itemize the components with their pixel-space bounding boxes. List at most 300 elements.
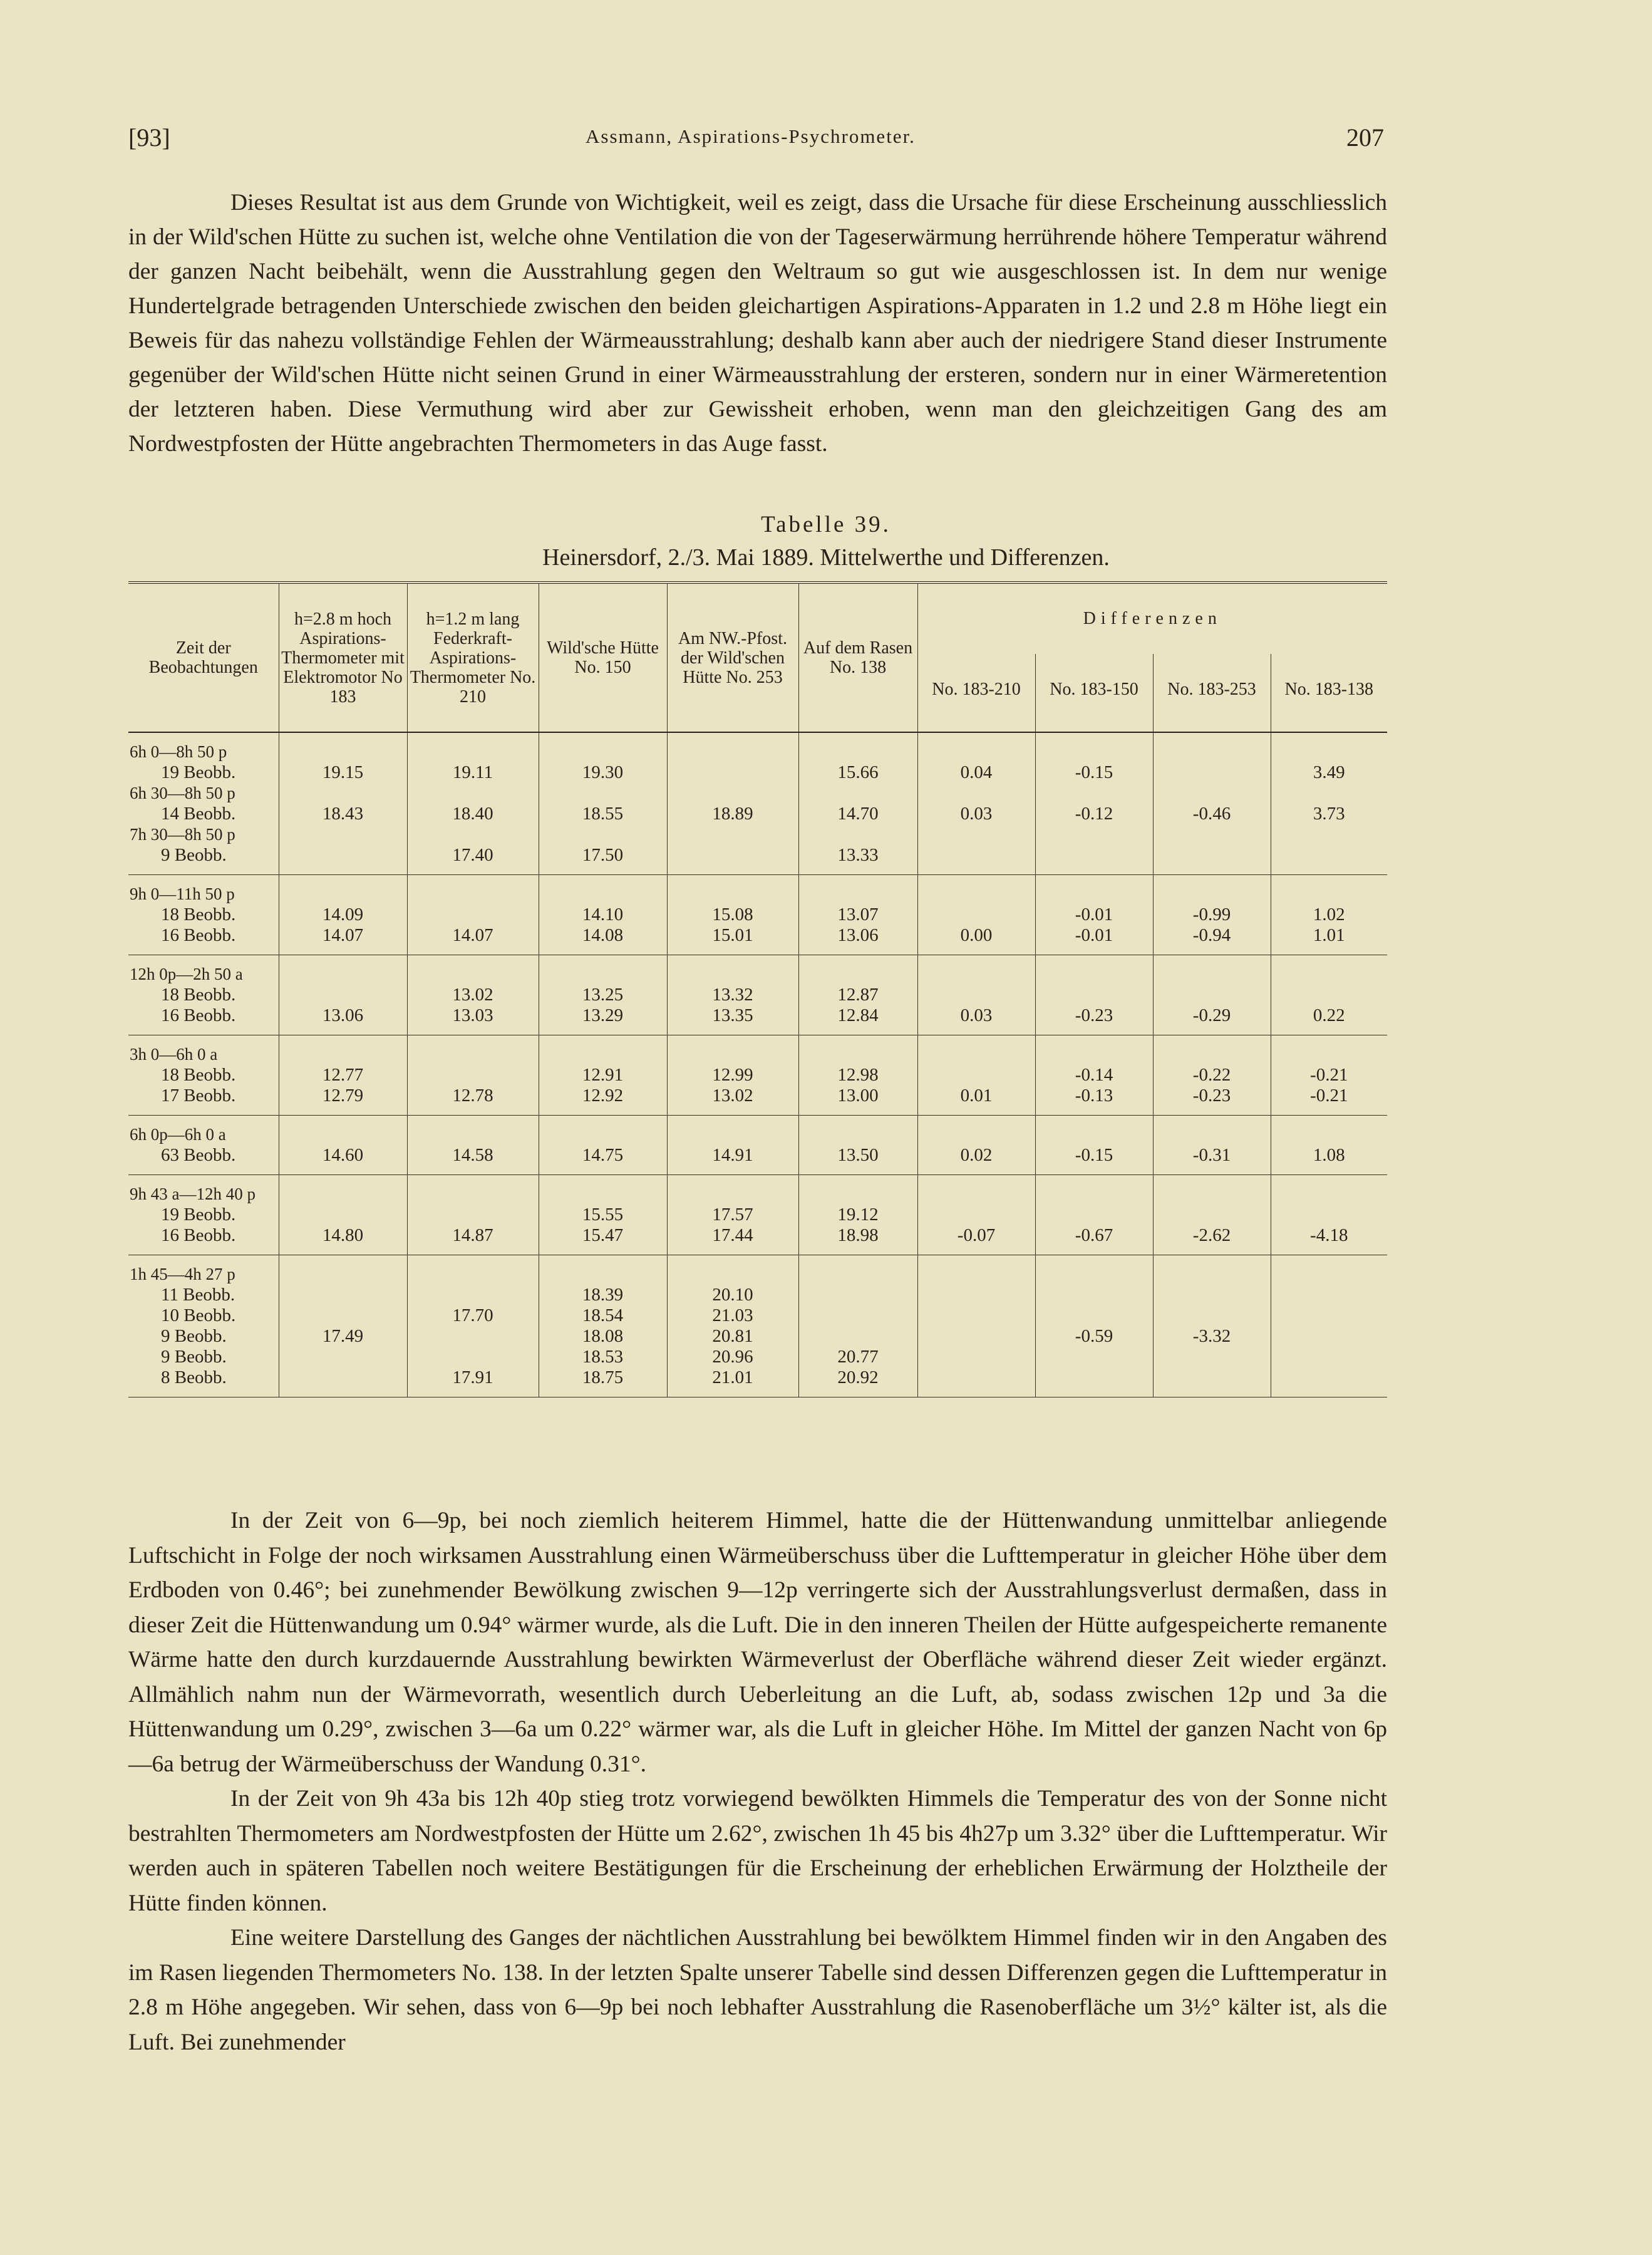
cell-value	[282, 964, 405, 985]
cell-value: -2.62	[1192, 1225, 1231, 1245]
cell-value	[1156, 1205, 1268, 1225]
cell-value: 1.08	[1313, 1145, 1345, 1165]
cell-value: 1.02	[1313, 905, 1345, 925]
cell-value: 15.47	[582, 1225, 624, 1245]
cell-no210	[407, 1035, 539, 1116]
header-diff-183-150: No. 183-150	[1035, 654, 1153, 732]
cell-value: -0.59	[1075, 1326, 1113, 1346]
cell-value	[802, 1285, 915, 1305]
cell-value: 13.50	[837, 1145, 879, 1165]
cell-diff-183-150	[1035, 1255, 1153, 1397]
cell-value: -0.12	[1075, 804, 1113, 824]
cell-value	[1274, 1326, 1385, 1347]
cell-diff-183-253	[1153, 732, 1271, 875]
cell-value	[282, 1044, 405, 1065]
cell-value	[670, 1184, 796, 1205]
cell-diff-183-210	[917, 955, 1035, 1035]
cell-value	[802, 964, 915, 985]
cell-value: -0.23	[1075, 1005, 1113, 1025]
cell-value	[1038, 1124, 1150, 1145]
cell-value: -0.07	[957, 1225, 996, 1245]
observation-count: 17 Beobb.	[161, 1086, 236, 1106]
cell-no253	[667, 955, 798, 1035]
cell-value	[410, 783, 536, 804]
cell-value	[670, 762, 796, 783]
cell-value	[1274, 1184, 1385, 1205]
page-number: 207	[1346, 123, 1384, 152]
cell-value: 14.70	[837, 804, 879, 824]
cell-no253	[667, 1116, 798, 1175]
cell-value	[802, 1326, 915, 1347]
cell-value	[1038, 1205, 1150, 1225]
cell-value: -0.94	[1192, 925, 1231, 945]
cell-diff-183-210	[917, 1255, 1035, 1397]
cell-value	[921, 1305, 1033, 1326]
cell-value	[921, 1044, 1033, 1065]
observation-count: 19 Beobb.	[161, 1205, 236, 1225]
cell-value	[670, 742, 796, 762]
cell-value: 1.01	[1313, 925, 1345, 945]
cell-value	[282, 1285, 405, 1305]
cell-value	[410, 1264, 536, 1285]
table-row	[128, 1175, 1387, 1255]
cell-value: 17.70	[452, 1305, 493, 1325]
cell-value	[670, 845, 796, 866]
cell-diff-183-210	[917, 1035, 1035, 1116]
cell-value	[802, 1044, 915, 1065]
cell-value: 0.03	[960, 804, 993, 824]
cell-value	[802, 824, 915, 845]
cell-value: 12.98	[837, 1065, 879, 1085]
cell-value	[542, 824, 664, 845]
cell-value: 18.40	[452, 804, 493, 824]
cell-value: 17.49	[322, 1326, 364, 1346]
cell-value: 20.96	[712, 1347, 753, 1367]
cell-value	[802, 1124, 915, 1145]
header-no138: Auf dem Rasen No. 138	[798, 583, 917, 732]
cell-value	[921, 1367, 1033, 1388]
observation-count: 63 Beobb.	[161, 1145, 236, 1165]
cell-value	[1038, 964, 1150, 985]
time-cell	[128, 732, 279, 875]
cell-no138	[798, 1035, 917, 1116]
observation-count: 18 Beobb.	[161, 1065, 236, 1085]
cell-value	[1274, 985, 1385, 1005]
cell-value: 17.40	[452, 845, 493, 865]
cell-value	[921, 845, 1033, 866]
cell-diff-183-150	[1035, 1175, 1153, 1255]
cell-value	[1274, 1044, 1385, 1065]
cell-value	[1156, 1347, 1268, 1367]
cell-value: 14.75	[582, 1145, 624, 1165]
cell-value	[670, 1124, 796, 1145]
cell-value	[1038, 1184, 1150, 1205]
cell-value	[1274, 1205, 1385, 1225]
closing-paragraph: Eine weitere Darstellung des Ganges der nächtlichen Ausstrahlung bei bewölktem Himmel finden wir in den Angaben des im Rasen liegenden Thermometers No. 138. In der letzten Spalte unserer Tabelle sind dessen Differenzen gegen die Lufttemperatur in 2.8 m Höhe angegeben. Wir sehen, dass von 6—9p bei noch lebhafter Ausstrahlung die Rasenoberfläche um 3½° kälter ist, als die Luft. Bei zunehmender	[128, 1925, 1387, 2055]
time-cell	[128, 955, 279, 1035]
cell-value	[802, 1264, 915, 1285]
cell-value	[802, 884, 915, 905]
cell-value	[921, 824, 1033, 845]
cell-value	[802, 1184, 915, 1205]
cell-value: 17.91	[452, 1367, 493, 1387]
observation-count: 11 Beobb.	[161, 1285, 235, 1305]
cell-value	[921, 1326, 1033, 1347]
cell-value: 14.91	[712, 1145, 753, 1165]
observation-count: 10 Beobb.	[161, 1305, 236, 1325]
cell-value: 19.12	[837, 1205, 879, 1225]
cell-no253	[667, 1175, 798, 1255]
cell-value	[542, 1184, 664, 1205]
cell-value	[542, 742, 664, 762]
cell-value	[1156, 1305, 1268, 1326]
cell-diff-183-253	[1153, 1035, 1271, 1116]
cell-value: 13.35	[712, 1005, 753, 1025]
cell-value	[1156, 1264, 1268, 1285]
cell-value: 12.84	[837, 1005, 879, 1025]
observation-count: 16 Beobb.	[161, 1225, 236, 1245]
cell-value	[282, 824, 405, 845]
cell-value	[542, 884, 664, 905]
cell-value	[542, 964, 664, 985]
cell-value: -0.67	[1075, 1225, 1113, 1245]
cell-no253	[667, 1255, 798, 1397]
cell-value	[542, 1044, 664, 1065]
cell-value: 3.49	[1313, 762, 1345, 782]
cell-value: 15.08	[712, 905, 753, 925]
cell-value: 13.33	[837, 845, 879, 865]
time-range: 1h 45—4h 27 p	[130, 1265, 235, 1283]
cell-value	[410, 742, 536, 762]
cell-value: 14.60	[322, 1145, 364, 1165]
intro-text	[128, 185, 1387, 461]
cell-value: 14.07	[452, 925, 493, 945]
cell-value	[921, 1285, 1033, 1305]
cell-value	[1274, 742, 1385, 762]
cell-no210	[407, 875, 539, 955]
cell-no138	[798, 1255, 917, 1397]
cell-value	[1274, 824, 1385, 845]
table-label: Tabelle 39.	[761, 512, 891, 537]
observation-count: 18 Beobb.	[161, 985, 236, 1005]
cell-value: -0.22	[1192, 1065, 1231, 1085]
cell-no183	[279, 1116, 407, 1175]
cell-value: -4.18	[1310, 1225, 1348, 1245]
cell-value	[410, 1124, 536, 1145]
cell-value	[1274, 783, 1385, 804]
cell-value: 17.57	[712, 1205, 753, 1225]
table-body	[128, 732, 1387, 1397]
cell-value: 13.07	[837, 905, 879, 925]
cell-value	[1038, 1347, 1150, 1367]
table-row	[128, 1116, 1387, 1175]
cell-value	[802, 1305, 915, 1326]
cell-value	[921, 1205, 1033, 1225]
cell-value: 21.03	[712, 1305, 753, 1325]
running-title: Assmann, Aspirations-Psychrometer.	[586, 125, 916, 147]
cell-value	[1038, 845, 1150, 866]
cell-diff-183-138	[1271, 1035, 1387, 1116]
cell-value	[282, 1205, 405, 1225]
cell-value	[282, 1264, 405, 1285]
cell-value: -0.31	[1192, 1145, 1231, 1165]
cell-value: 12.77	[322, 1065, 364, 1085]
table-row	[128, 875, 1387, 955]
cell-value: -0.21	[1310, 1086, 1348, 1106]
observation-count: 19 Beobb.	[161, 762, 236, 782]
cell-value	[410, 824, 536, 845]
cell-no210	[407, 1175, 539, 1255]
closing-paragraph: In der Zeit von 6—9p, bei noch ziemlich heiterem Himmel, hatte die der Hüttenwandung unmittelbar anliegende Luftschicht in Folge der noch wirksamen Ausstrahlung einen Wärmeüberschuss über die Lufttemperatur in gleicher Höhe über dem Erdboden von 0.46°; bei zunehmender Bewölkung zwischen 9—12p verringerte sich der Ausstrahlungsverlust dermaßen, dass in dieser Zeit die Hüttenwandung um 0.94° wärmer wurde, als die Luft. Die in den inneren Theilen der Hütte aufgespeicherte remanente Wärme hatte den durch kurzdauernde Ausstrahlung bewirkten Wärmeverlust der Oberfläche während dieser Zeit wieder ergänzt. Allmählich nahm nun der Wärmevorrath, wesentlich durch Ueberleitung an die Luft, ab, sodass zwischen 12p und 3a die Hüttenwandung um 0.29°, zwischen 3—6a um 0.22° wärmer war, als die Luft in gleicher Höhe. Im Mittel der ganzen Nacht von 6p—6a betrug der Wärmeüberschuss der Wandung 0.31°.	[128, 1508, 1387, 1777]
cell-value	[670, 783, 796, 804]
cell-value	[282, 783, 405, 804]
cell-value	[1038, 1367, 1150, 1388]
cell-value: 14.10	[582, 905, 624, 925]
cell-no253	[667, 875, 798, 955]
header-no150: Wild'sche Hütte No. 150	[539, 583, 667, 732]
cell-value: -0.14	[1075, 1065, 1113, 1085]
cell-no183	[279, 732, 407, 875]
observation-count: 9 Beobb.	[161, 845, 227, 865]
cell-value	[410, 1205, 536, 1225]
cell-no150	[539, 732, 667, 875]
cell-value	[670, 824, 796, 845]
cell-value	[921, 742, 1033, 762]
cell-no183	[279, 955, 407, 1035]
cell-value	[410, 905, 536, 925]
cell-value: 19.15	[322, 762, 364, 782]
time-range: 6h 0—8h 50 p	[130, 742, 227, 761]
table-row	[128, 955, 1387, 1035]
cell-value	[282, 884, 405, 905]
cell-value	[1274, 1124, 1385, 1145]
cell-value: 18.75	[582, 1367, 624, 1387]
cell-value	[282, 1305, 405, 1326]
cell-diff-183-253	[1153, 955, 1271, 1035]
cell-no150	[539, 875, 667, 955]
cell-no138	[798, 732, 917, 875]
observation-count: 14 Beobb.	[161, 804, 236, 824]
cell-value: -0.13	[1075, 1086, 1113, 1106]
cell-value	[1156, 964, 1268, 985]
cell-value	[410, 1347, 536, 1367]
cell-value	[1274, 1264, 1385, 1285]
cell-value: 13.06	[837, 925, 879, 945]
cell-diff-183-210	[917, 1116, 1035, 1175]
cell-value	[921, 783, 1033, 804]
cell-value: 18.43	[322, 804, 364, 824]
cell-value	[1274, 1367, 1385, 1388]
cell-value	[1156, 1184, 1268, 1205]
cell-value	[1038, 985, 1150, 1005]
cell-diff-183-138	[1271, 1175, 1387, 1255]
cell-diff-183-138	[1271, 1116, 1387, 1175]
cell-value: -0.29	[1192, 1005, 1231, 1025]
observation-count: 18 Beobb.	[161, 905, 236, 925]
cell-value	[282, 1124, 405, 1145]
cell-value: 18.08	[582, 1326, 624, 1346]
cell-value	[1156, 1124, 1268, 1145]
header-differenzen: Differenzen	[1083, 609, 1222, 629]
cell-no183	[279, 1035, 407, 1116]
cell-value	[410, 1184, 536, 1205]
cell-value	[1274, 1285, 1385, 1305]
cell-value	[921, 1347, 1033, 1367]
cell-value	[410, 1065, 536, 1086]
cell-value: 18.89	[712, 804, 753, 824]
cell-value: 13.03	[452, 1005, 493, 1025]
cell-no150	[539, 1255, 667, 1397]
cell-diff-183-138	[1271, 955, 1387, 1035]
cell-value: 14.87	[452, 1225, 493, 1245]
cell-diff-183-253	[1153, 1255, 1271, 1397]
cell-value	[282, 985, 405, 1005]
table-row	[128, 1035, 1387, 1116]
observation-count: 16 Beobb.	[161, 925, 236, 945]
cell-value	[1156, 762, 1268, 783]
cell-value	[410, 1285, 536, 1305]
cell-no150	[539, 955, 667, 1035]
cell-no210	[407, 955, 539, 1035]
cell-value: 0.03	[960, 1005, 993, 1025]
time-range: 6h 30—8h 50 p	[130, 784, 235, 802]
cell-no138	[798, 1116, 917, 1175]
cell-value: 20.10	[712, 1285, 753, 1305]
cell-value	[542, 1264, 664, 1285]
header-no183: h=2.8 m hoch Aspirations-Thermometer mit Elektromotor No 183	[279, 583, 407, 732]
time-range: 12h 0p—2h 50 a	[130, 965, 243, 983]
cell-value: 17.50	[582, 845, 624, 865]
cell-no183	[279, 875, 407, 955]
cell-value	[542, 1124, 664, 1145]
cell-no253	[667, 1035, 798, 1116]
cell-value: 13.06	[322, 1005, 364, 1025]
observation-count: 16 Beobb.	[161, 1005, 236, 1025]
cell-value	[282, 742, 405, 762]
cell-value: 21.01	[712, 1367, 753, 1387]
cell-value: -0.46	[1192, 804, 1231, 824]
cell-value: 12.91	[582, 1065, 624, 1085]
cell-value	[670, 884, 796, 905]
cell-value: 12.99	[712, 1065, 753, 1085]
cell-value: 12.79	[322, 1086, 364, 1106]
cell-value	[282, 1367, 405, 1388]
cell-value: 20.77	[837, 1347, 879, 1367]
cell-no183	[279, 1255, 407, 1397]
cell-diff-183-150	[1035, 875, 1153, 955]
cell-no183	[279, 1175, 407, 1255]
cell-value	[670, 1264, 796, 1285]
cell-value	[1274, 1347, 1385, 1367]
header-diff-183-210: No. 183-210	[917, 654, 1035, 732]
header-diff-183-253: No. 183-253	[1153, 654, 1271, 732]
cell-value: -0.99	[1192, 905, 1231, 925]
cell-value	[1156, 742, 1268, 762]
observation-count: 8 Beobb.	[161, 1367, 227, 1387]
cell-diff-183-150	[1035, 1035, 1153, 1116]
cell-value: -0.21	[1310, 1065, 1348, 1085]
cell-value	[1274, 845, 1385, 866]
cell-value	[802, 783, 915, 804]
cell-value	[1038, 1285, 1150, 1305]
cell-value: -0.15	[1075, 762, 1113, 782]
time-cell	[128, 1116, 279, 1175]
cell-value: 14.09	[322, 905, 364, 925]
cell-value: 19.11	[452, 762, 493, 782]
cell-no150	[539, 1035, 667, 1116]
cell-value: 13.25	[582, 985, 624, 1005]
cell-value: -0.15	[1075, 1145, 1113, 1165]
cell-value: 12.92	[582, 1086, 624, 1106]
cell-diff-183-150	[1035, 955, 1153, 1035]
cell-value: 18.39	[582, 1285, 624, 1305]
cell-diff-183-138	[1271, 732, 1387, 875]
cell-value: 13.02	[452, 985, 493, 1005]
cell-diff-183-210	[917, 1175, 1035, 1255]
cell-value	[1274, 1305, 1385, 1326]
cell-value: 0.02	[960, 1145, 993, 1165]
cell-value: 19.30	[582, 762, 624, 782]
cell-value	[670, 964, 796, 985]
cell-diff-183-253	[1153, 875, 1271, 955]
cell-value: 14.07	[322, 925, 364, 945]
cell-value: 14.80	[322, 1225, 364, 1245]
running-header	[128, 123, 1384, 160]
time-range: 9h 0—11h 50 p	[130, 884, 235, 903]
cell-value	[1156, 845, 1268, 866]
cell-value: 20.81	[712, 1326, 753, 1346]
observation-count: 9 Beobb.	[161, 1347, 227, 1367]
time-range: 7h 30—8h 50 p	[130, 825, 235, 844]
time-range: 3h 0—6h 0 a	[130, 1045, 218, 1064]
header-no210: h=1.2 m lang Federkraft-Aspirations-Thermometer No. 210	[407, 583, 539, 732]
cell-value	[1156, 824, 1268, 845]
cell-value: 13.00	[837, 1086, 879, 1106]
time-cell	[128, 1175, 279, 1255]
cell-value	[1274, 884, 1385, 905]
cell-no210	[407, 1255, 539, 1397]
intro-paragraph: Dieses Resultat ist aus dem Grunde von Wichtigkeit, weil es zeigt, dass die Ursache für diese Erscheinung ausschliesslich in der Wild'schen Hütte zu suchen ist, welche ohne Ventilation die von der Tageserwärmung herrührende höhere Temperatur während der ganzen Nacht beibehält, wenn die Ausstrahlung gegen den Weltraum so gut wie ausgeschlossen ist. In dem nur wenige Hundertelgrade betragenden Unterschiede zwischen den beiden gleichartigen Aspirations-Apparaten in 1.2 und 2.8 m Höhe liegt ein Beweis für das nahezu vollständige Fehlen der Wärmeausstrahlung; deshalb kann aber auch der niedrigere Stand dieser Instrumente gegenüber der Wild'schen Hütte nicht seinen Grund in einer Wärmeausstrahlung der ersteren, sondern nur in einer Wärmeretention der letzteren haben. Diese Vermuthung wird aber zur Gewissheit erhoben, wenn man den gleichzeitigen Gang des am Nordwestpfosten der Hütte angebrachten Thermometers in das Auge fasst.	[128, 190, 1387, 457]
time-cell	[128, 1255, 279, 1397]
cell-value	[921, 905, 1033, 925]
cell-value	[1038, 1264, 1150, 1285]
cell-value	[670, 1044, 796, 1065]
cell-value: 13.02	[712, 1086, 753, 1106]
cell-value	[1274, 964, 1385, 985]
cell-value: 18.54	[582, 1305, 624, 1325]
cell-no210	[407, 1116, 539, 1175]
cell-value: 15.55	[582, 1205, 624, 1225]
cell-value: 14.58	[452, 1145, 493, 1165]
cell-value	[921, 1264, 1033, 1285]
header-no253: Am NW.-Pfost. der Wild'schen Hütte No. 253	[667, 583, 798, 732]
cell-value: 0.04	[960, 762, 993, 782]
table-caption: Heinersdorf, 2./3. Mai 1889. Mittelwerthe und Differenzen.	[542, 544, 1110, 571]
closing-text	[128, 1503, 1387, 2060]
data-table	[128, 581, 1387, 1397]
cell-value: -3.32	[1192, 1326, 1231, 1346]
header-time: Zeit der Beobachtungen	[128, 583, 279, 732]
cell-value: 0.01	[960, 1086, 993, 1106]
cell-value	[921, 1065, 1033, 1086]
cell-value	[1038, 742, 1150, 762]
closing-paragraph: In der Zeit von 9h 43a bis 12h 40p stieg trotz vorwiegend bewölkten Himmels die Temperatur des von der Sonne nicht bestrahlten Thermometers am Nordwestpfosten der Hütte um 2.62°, zwischen 1h 45 bis 4h27p um 3.32° über die Lufttemperatur. Wir werden auch in späteren Tabellen noch weitere Bestätigungen für die Erscheinung der erheblichen Erwärmung der Holztheile der Hütte finden können.	[128, 1786, 1387, 1916]
cell-value: 13.32	[712, 985, 753, 1005]
page-reference: [93]	[128, 123, 170, 152]
cell-value	[282, 1184, 405, 1205]
cell-value	[1156, 1044, 1268, 1065]
cell-value	[410, 964, 536, 985]
